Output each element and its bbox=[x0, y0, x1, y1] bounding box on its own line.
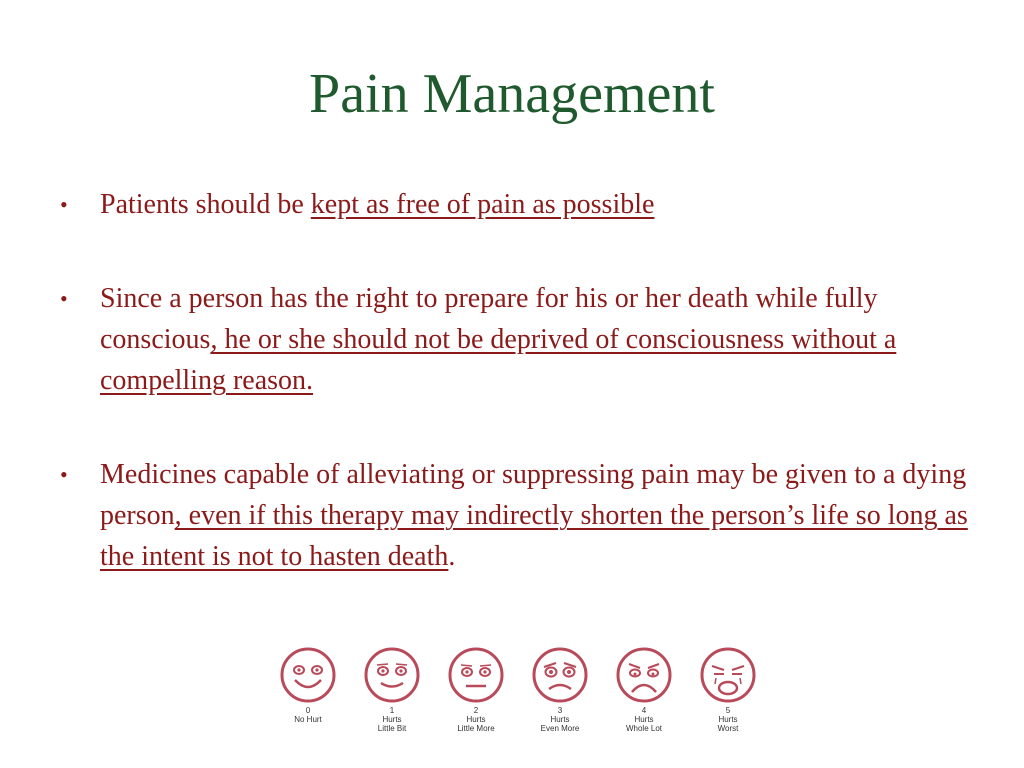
pain-face-number: 3 bbox=[557, 706, 563, 715]
crying-face-icon bbox=[698, 646, 758, 704]
pain-face-number: 4 bbox=[641, 706, 647, 715]
bullet-underlined-text: , he or she should not be deprived of consciousness without a compelling reason. bbox=[100, 324, 897, 396]
pain-face-number: 1 bbox=[389, 706, 395, 715]
pain-face-label: Hurts Little More bbox=[457, 715, 495, 733]
bullet-text-end: . bbox=[448, 541, 456, 572]
pain-face-label: No Hurt bbox=[294, 715, 322, 724]
frown-face-icon bbox=[530, 646, 590, 704]
bullet-item bbox=[58, 278, 978, 401]
bullet-item bbox=[58, 454, 978, 577]
bullet-underlined-text: kept as free of pain as possible bbox=[310, 189, 655, 220]
pain-face-label: Hurts Whole Lot bbox=[625, 715, 663, 733]
bullet-marker: • bbox=[60, 286, 68, 311]
bullet-list bbox=[58, 184, 978, 577]
pain-face-2 bbox=[430, 646, 522, 736]
pain-face-label: Hurts Worst bbox=[717, 715, 739, 733]
pain-face-3 bbox=[514, 646, 606, 736]
bullet-marker: • bbox=[60, 192, 68, 217]
sad-face-icon bbox=[614, 646, 674, 704]
pain-face-1 bbox=[346, 646, 438, 736]
pain-face-0 bbox=[262, 646, 354, 736]
bullet-underlined-text: , even if this therapy may indirectly shorten the person’s life so long as the intent is not to hasten death bbox=[100, 500, 968, 572]
pain-scale bbox=[262, 646, 772, 736]
pain-face-4 bbox=[598, 646, 690, 736]
bullet-text: Since a person has the right to prepare for his or her death while fully conscious bbox=[100, 283, 878, 355]
pain-face-label: Hurts Little Bit bbox=[377, 715, 407, 733]
bullet-text: Patients should be bbox=[100, 189, 311, 220]
smiling-face-icon bbox=[278, 646, 338, 704]
pain-face-number: 0 bbox=[305, 706, 311, 715]
bullet-item bbox=[58, 184, 978, 225]
slight-smile-face-icon bbox=[362, 646, 422, 704]
bullet-text: Medicines capable of alleviating or suppressing pain may be given to a dying person bbox=[100, 459, 967, 531]
pain-face-number: 2 bbox=[473, 706, 479, 715]
pain-face-5 bbox=[682, 646, 774, 736]
pain-face-label: Hurts Even More bbox=[540, 715, 580, 733]
pain-face-number: 5 bbox=[725, 706, 731, 715]
neutral-face-icon bbox=[446, 646, 506, 704]
bullet-marker: • bbox=[60, 462, 68, 487]
slide-title: Pain Management bbox=[309, 63, 715, 125]
